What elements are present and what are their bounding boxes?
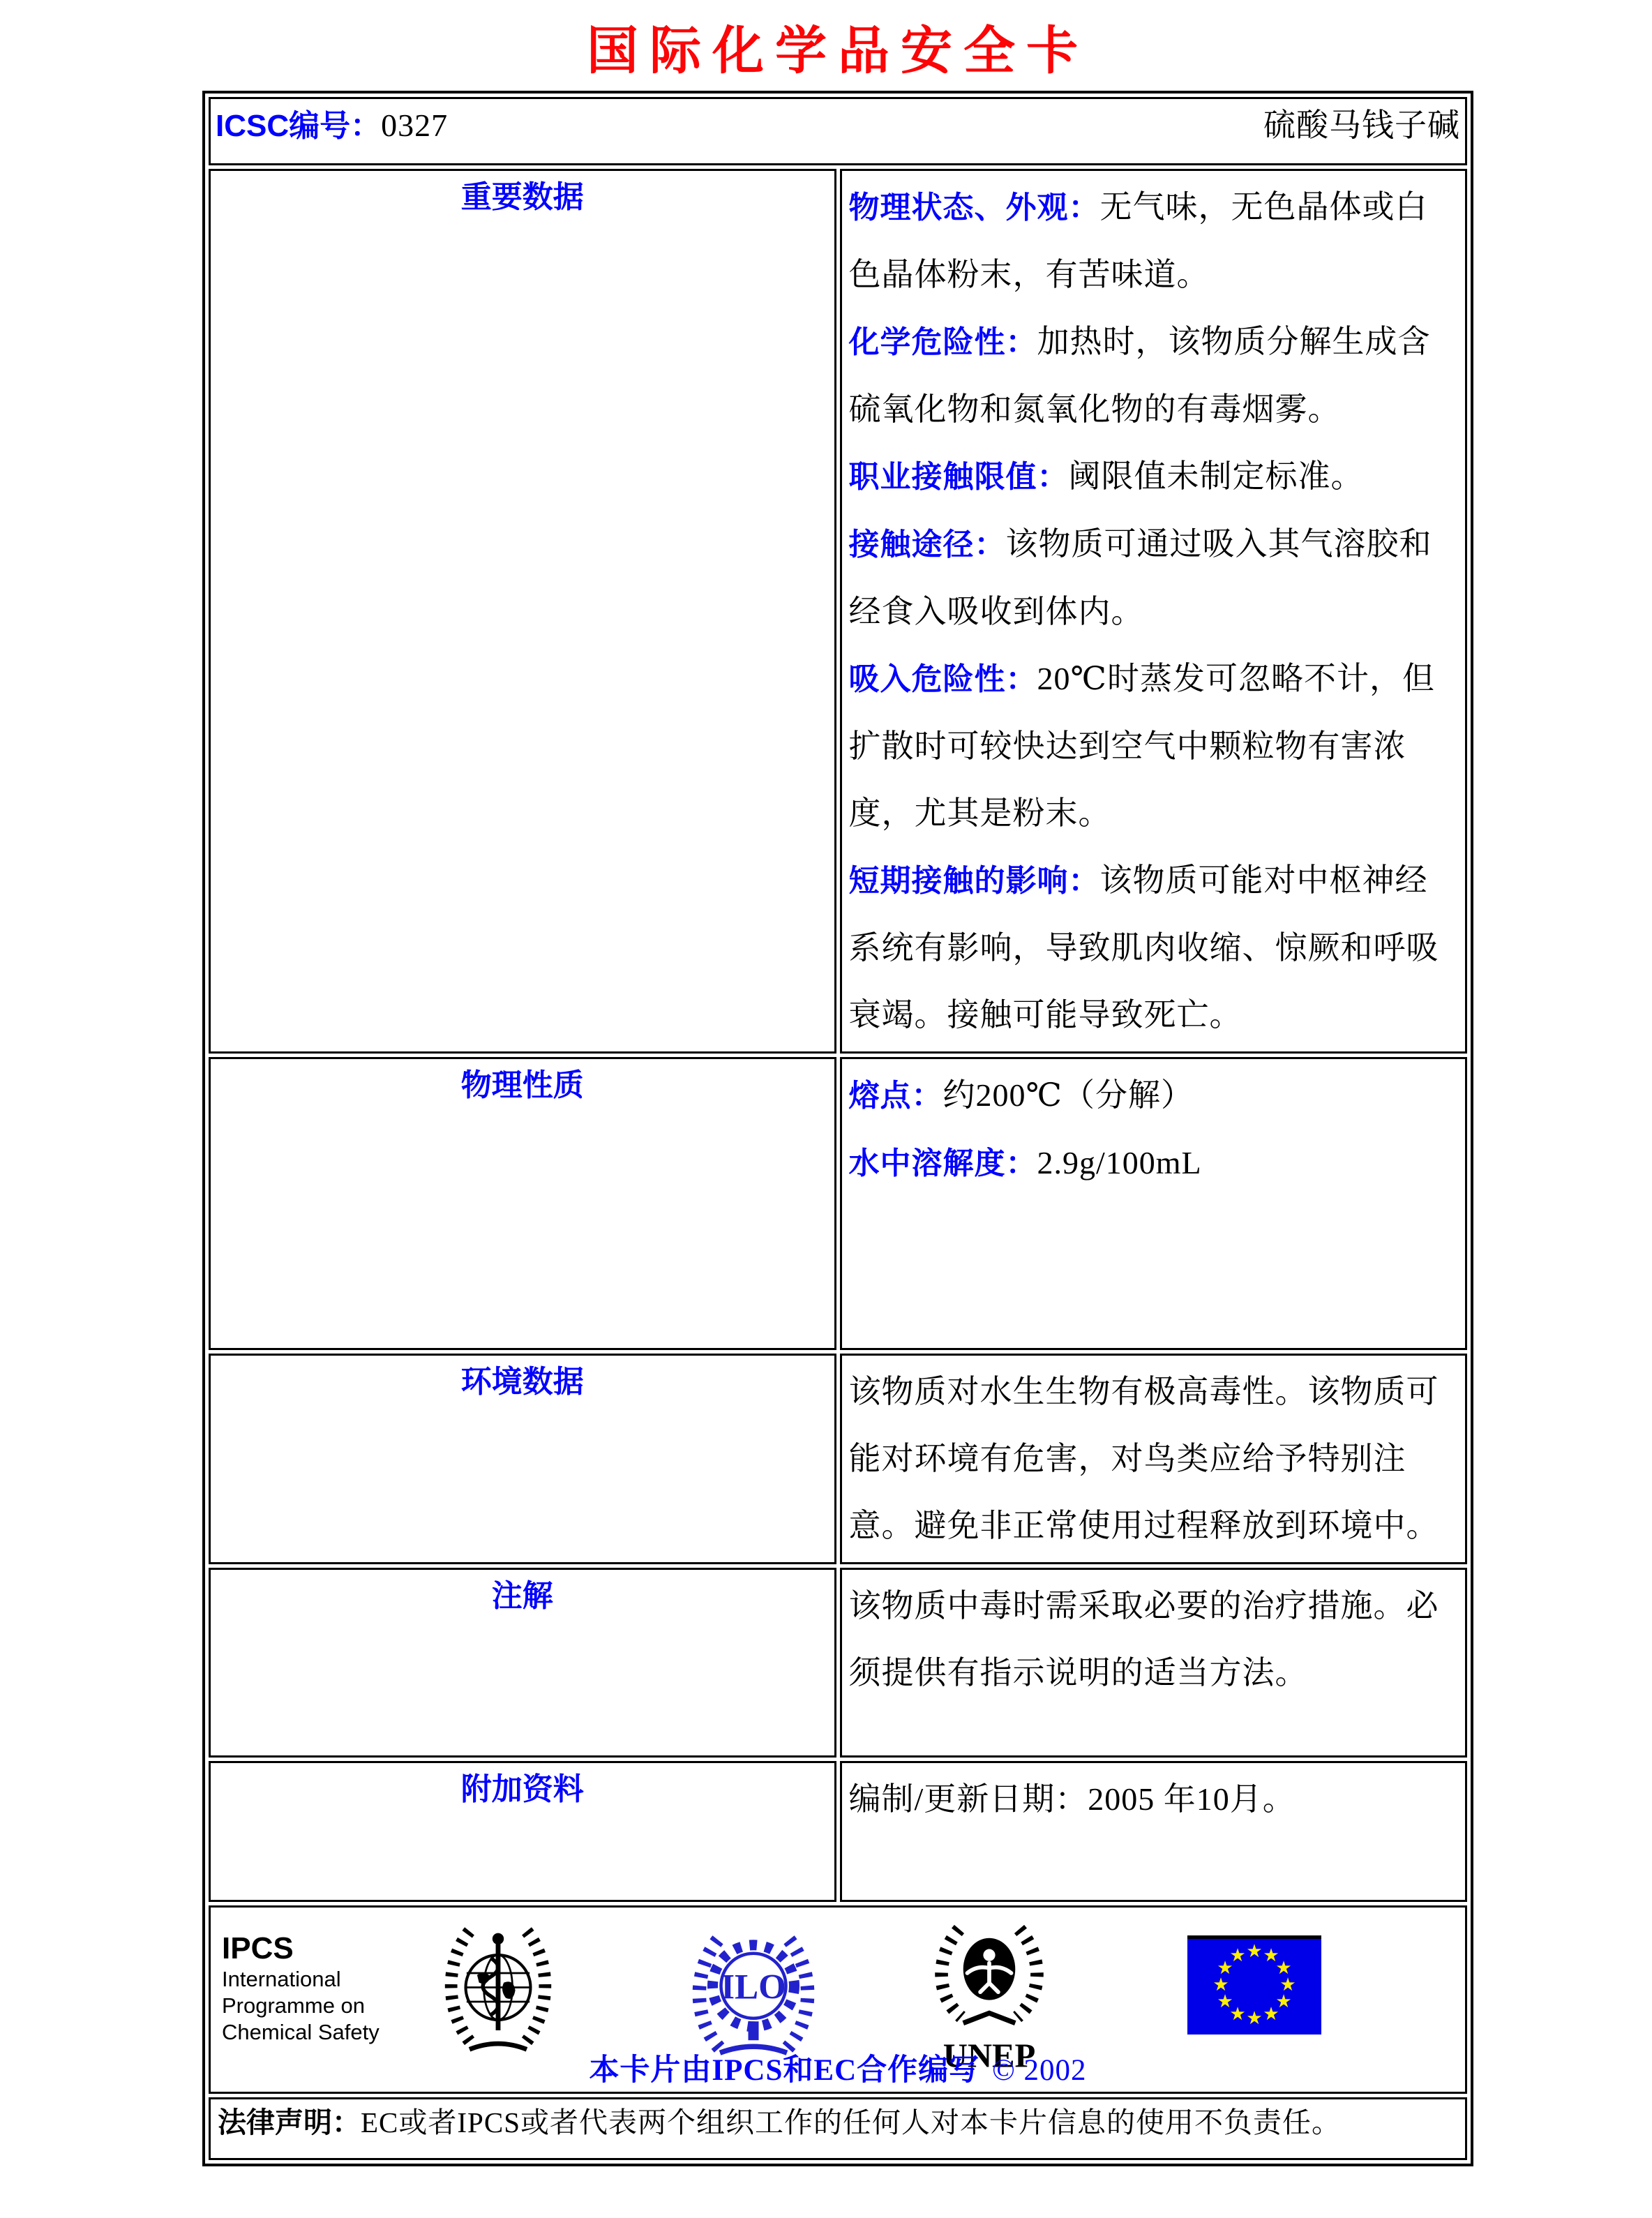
notes-text: 该物质中毒时需采取必要的治疗措施。必须提供有指示说明的适当方法。 (848, 1588, 1439, 1691)
row-important-data (209, 169, 1467, 1054)
section-label-cell-environmental-data (209, 1354, 836, 1564)
legal-cell (209, 2097, 1467, 2160)
chemical-name: 硫酸马钱子碱 (1263, 107, 1460, 143)
section-label-environmental-data: 环境数据 (460, 1365, 584, 1399)
item-label: 接触途径： (848, 527, 1006, 562)
section-label-cell-notes (209, 1568, 836, 1758)
section-label-physical-properties: 物理性质 (460, 1068, 584, 1102)
svg-text:★: ★ (1246, 2008, 1263, 2028)
ilo-caption: ILO (721, 1968, 786, 2007)
unep-caption: UNEP (943, 2037, 1036, 2075)
item-label: 物理状态、外观： (848, 190, 1100, 225)
section-content-additional-info (840, 1761, 1468, 1902)
svg-text:★: ★ (1212, 1975, 1229, 1995)
logos-cell (209, 1905, 1467, 2094)
page-title: 国际化学品安全卡 (587, 23, 1089, 80)
ipcs-line-2: Programme on (222, 1993, 366, 2018)
item-text: 该物质可通过吸入其气溶胶和经食入吸收到体内。 (848, 526, 1432, 629)
ipcs-line-1: International (222, 1967, 341, 1991)
svg-text:★: ★ (1246, 1941, 1263, 1961)
section-label-important-data: 重要数据 (460, 180, 584, 214)
important-data-item (849, 443, 1456, 511)
who-logo-icon (440, 1916, 557, 2062)
item-label: 短期接触的影响： (848, 864, 1100, 898)
important-data-item (849, 308, 1456, 443)
eu-flag-icon (1187, 1935, 1321, 2038)
item-text: 加热时，该物质分解生成含硫氧化物和氮氧化物的有毒烟雾。 (848, 324, 1431, 427)
header-row (209, 97, 1467, 165)
svg-text:★: ★ (1279, 1975, 1296, 1995)
item-text: 该物质可能对中枢神经系统有影响，导致肌肉收缩、惊厥和呼吸衰竭。接触可能导致死亡。 (848, 862, 1439, 1033)
copyright-text: © 2002 (992, 2054, 1087, 2087)
item-label: 吸入危险性： (848, 662, 1037, 696)
row-physical-properties (209, 1057, 1467, 1350)
svg-text:★: ★ (1217, 1991, 1233, 2011)
physical-property-item (849, 1130, 1456, 1197)
svg-text:★: ★ (1229, 1945, 1246, 1965)
svg-text:★: ★ (1275, 1958, 1292, 1978)
important-data-item (849, 847, 1456, 1049)
row-additional-info (209, 1761, 1467, 1902)
item-text: 2.9g/100mL (1037, 1145, 1202, 1181)
row-logos (209, 1905, 1467, 2094)
section-label-cell-important-data (209, 169, 836, 1054)
credit-text: 本卡片由IPCS和EC合作编写 (589, 2054, 980, 2087)
item-text: 20℃时蒸发可忽略不计，但扩散时可较快达到空气中颗粒物有害浓度，尤其是粉末。 (848, 661, 1435, 831)
section-content-notes (840, 1568, 1468, 1758)
section-content-important-data (840, 169, 1468, 1054)
svg-text:★: ★ (1275, 1991, 1292, 2011)
section-label-additional-info: 附加资料 (460, 1772, 584, 1806)
svg-text:★: ★ (1217, 1958, 1233, 1978)
item-label: 熔点： (848, 1079, 943, 1113)
svg-text:★: ★ (1263, 2004, 1279, 2024)
legal-text: EC或者IPCS或者代表两个组织工作的任何人对本卡片信息的使用不负责任。 (361, 2106, 1341, 2138)
icsc-card-table (202, 91, 1473, 2166)
svg-text:★: ★ (1229, 2004, 1246, 2024)
important-data-item (849, 511, 1456, 645)
ipcs-acronym: IPCS (222, 1931, 294, 1965)
row-legal (209, 2097, 1467, 2160)
icsc-number-group (216, 100, 448, 145)
important-data-item (849, 174, 1456, 308)
item-text: 约200℃（分解） (943, 1077, 1194, 1113)
row-notes (209, 1568, 1467, 1758)
credit-line (211, 2046, 1465, 2089)
section-label-cell-additional-info (209, 1761, 836, 1902)
section-content-environmental-data (840, 1354, 1468, 1564)
section-label-cell-physical-properties (209, 1057, 836, 1350)
section-content-physical-properties (840, 1057, 1468, 1350)
item-text: 阈限值未制定标准。 (1068, 458, 1364, 494)
important-data-item (849, 645, 1456, 847)
icsc-number-value: 0327 (381, 107, 449, 143)
legal-label: 法律声明： (218, 2106, 361, 2138)
ipcs-line-3: Chemical Safety (222, 2020, 380, 2044)
item-label: 水中溶解度： (848, 1146, 1037, 1181)
item-text: 无气味，无色晶体或白色晶体粉末，有苦味道。 (848, 189, 1428, 292)
physical-property-item (849, 1062, 1456, 1130)
environmental-data-text: 该物质对水生生物有极高毒性。该物质可能对环境有危害，对鸟类应给予特别注意。避免非正常使用过程释放到环境中。 (848, 1374, 1439, 1543)
item-label: 化学危险性： (848, 325, 1037, 359)
row-environmental-data (209, 1354, 1467, 1564)
header-cell (209, 97, 1467, 165)
item-label: 职业接触限值： (848, 460, 1069, 494)
icsc-number-label: ICSC编号： (216, 109, 382, 143)
additional-info-text: 编制/更新日期：2005 年10月。 (848, 1781, 1296, 1817)
section-label-notes: 注解 (491, 1579, 553, 1613)
ilo-logo-icon (691, 1927, 816, 2062)
svg-text:★: ★ (1263, 1945, 1279, 1965)
ipcs-text-block (222, 1931, 380, 2046)
